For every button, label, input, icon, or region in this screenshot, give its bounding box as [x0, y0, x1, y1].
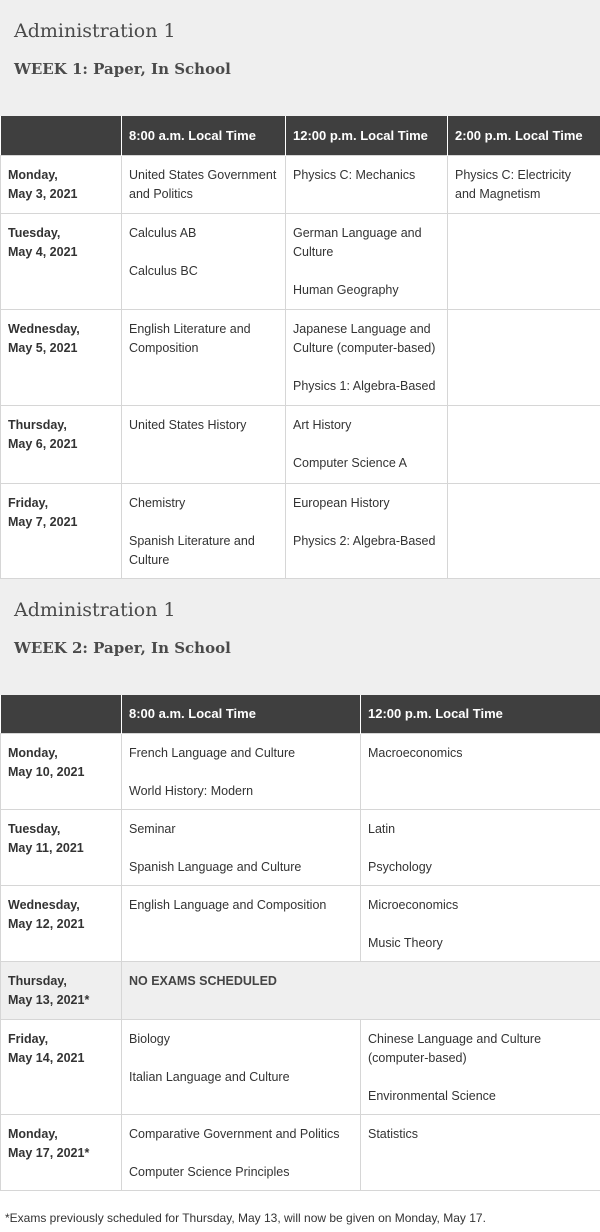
day-date: May 6, 2021 [8, 436, 78, 451]
day-date: May 7, 2021 [8, 514, 78, 529]
no-exams-note: NO EXAMS SCHEDULED [129, 974, 277, 988]
no-exams-cell [122, 962, 600, 1020]
week1-header [0, 0, 600, 116]
exam-cell-slot1 [122, 1115, 361, 1191]
day-name: Wednesday, [8, 898, 80, 912]
exam-name: Calculus AB [129, 225, 197, 240]
exam-name: Human Geography [293, 282, 399, 297]
header-8am: 8:00 a.m. Local Time [122, 695, 361, 734]
day-date: May 11, 2021 [8, 841, 84, 855]
exam-name: Italian Language and Culture [129, 1070, 290, 1084]
week2-header [0, 579, 600, 695]
header-8am: 8:00 a.m. Local Time [122, 116, 286, 155]
exam-name: World History: Modern [129, 784, 254, 798]
day-name: Monday, [8, 1127, 58, 1141]
day-name: Thursday, [8, 417, 67, 432]
day-cell [1, 155, 122, 213]
exam-cell-slot1 [122, 309, 286, 405]
exam-name: Computer Science A [293, 455, 407, 470]
day-name: Monday, [8, 167, 58, 182]
exam-cell-slot1 [122, 734, 361, 810]
day-cell [1, 1020, 122, 1115]
administration-title: Administration 1 [14, 20, 176, 42]
day-cell [1, 309, 122, 405]
day-date: May 12, 2021 [8, 917, 85, 931]
exam-name: European History [293, 495, 390, 510]
exam-cell-slot2 [361, 810, 600, 886]
exam-cell-slot3 [448, 213, 600, 309]
exam-cell-slot2 [361, 1020, 600, 1115]
exam-name: Japanese Language and Culture (computer-based) [293, 321, 436, 355]
day-name: Monday, [8, 746, 58, 760]
day-date: May 13, 2021* [8, 993, 90, 1007]
exam-name: Macroeconomics [368, 746, 463, 760]
day-date: May 3, 2021 [8, 186, 78, 201]
day-name: Thursday, [8, 974, 67, 988]
exam-name: French Language and Culture [129, 746, 296, 760]
table-row [1, 962, 600, 1020]
exam-name: Physics C: Mechanics [293, 167, 416, 182]
exam-cell-slot1 [122, 1020, 361, 1115]
week-title: WEEK 2: Paper, In School [14, 638, 231, 657]
header-2pm: 2:00 p.m. Local Time [448, 116, 600, 155]
exam-name: United States Government and Politics [129, 167, 277, 201]
table-row [1, 1020, 600, 1115]
table-row [1, 734, 600, 810]
exam-cell-slot2 [361, 886, 600, 962]
exam-name: German Language and Culture [293, 225, 422, 259]
day-date: May 17, 2021* [8, 1146, 90, 1160]
exam-cell-slot3 [448, 483, 600, 578]
table-row [1, 155, 600, 213]
exam-cell-slot3 [448, 405, 600, 483]
day-cell [1, 213, 122, 309]
exam-name: Music Theory [368, 936, 443, 950]
week2-schedule-table [0, 695, 600, 1192]
table-header-row [1, 116, 600, 155]
table-row [1, 405, 600, 483]
day-cell [1, 1115, 122, 1191]
exam-name: Calculus BC [129, 263, 198, 278]
day-date: May 5, 2021 [8, 340, 78, 355]
exam-cell-slot2 [286, 155, 448, 213]
exam-name: Physics 2: Algebra-Based [293, 533, 436, 548]
table-row [1, 810, 600, 886]
exam-name: Latin [368, 822, 396, 836]
exam-name: Psychology [368, 860, 432, 874]
exam-cell-slot2 [361, 734, 600, 810]
day-cell [1, 886, 122, 962]
table-row [1, 1115, 600, 1191]
day-date: May 4, 2021 [8, 244, 78, 259]
day-cell [1, 810, 122, 886]
exam-cell-slot2 [286, 213, 448, 309]
week-title: WEEK 1: Paper, In School [14, 60, 231, 78]
exam-name: Chemistry [129, 495, 186, 510]
exam-name: Seminar [129, 822, 176, 836]
exam-name: Comparative Government and Politics [129, 1127, 340, 1141]
day-cell [1, 734, 122, 810]
exam-cell-slot1 [122, 886, 361, 962]
exam-cell-slot3 [448, 309, 600, 405]
header-day [1, 695, 122, 734]
footnote: *Exams previously scheduled for Thursday, May 13, will now be given on Monday, May 17. [5, 1211, 486, 1225]
day-name: Friday, [8, 495, 49, 510]
exam-cell-slot2 [286, 405, 448, 483]
exam-name: Spanish Literature and Culture [129, 533, 255, 567]
exam-cell-slot2 [286, 309, 448, 405]
table-row [1, 309, 600, 405]
header-12pm: 12:00 p.m. Local Time [286, 116, 448, 155]
exam-name: Computer Science Principles [129, 1165, 290, 1179]
exam-cell-slot1 [122, 483, 286, 578]
header-12pm: 12:00 p.m. Local Time [361, 695, 600, 734]
table-row [1, 886, 600, 962]
exam-cell-slot1 [122, 213, 286, 309]
exam-name: Physics C: Electricity and Magnetism [455, 167, 571, 201]
exam-name: Statistics [368, 1127, 419, 1141]
day-date: May 14, 2021 [8, 1051, 85, 1065]
day-name: Friday, [8, 1032, 49, 1046]
day-date: May 10, 2021 [8, 765, 85, 779]
exam-name: Art History [293, 417, 352, 432]
exam-name: English Language and Composition [129, 898, 327, 912]
table-row [1, 483, 600, 578]
week1-schedule-table [0, 116, 600, 579]
exam-name: Microeconomics [368, 898, 459, 912]
day-name: Tuesday, [8, 225, 61, 240]
exam-name: United States History [129, 417, 247, 432]
exam-cell-slot2 [286, 483, 448, 578]
exam-name: Environmental Science [368, 1089, 496, 1103]
exam-cell-slot1 [122, 405, 286, 483]
exam-name: Spanish Language and Culture [129, 860, 302, 874]
table-row [1, 213, 600, 309]
day-name: Wednesday, [8, 321, 80, 336]
day-name: Tuesday, [8, 822, 61, 836]
exam-name: Chinese Language and Culture (computer-based) [368, 1032, 542, 1065]
header-day [1, 116, 122, 155]
exam-cell-slot1 [122, 155, 286, 213]
day-cell [1, 962, 122, 1020]
exam-name: English Literature and Composition [129, 321, 251, 355]
table-header-row [1, 695, 600, 734]
exam-name: Physics 1: Algebra-Based [293, 378, 436, 393]
day-cell [1, 405, 122, 483]
exam-name: Biology [129, 1032, 170, 1046]
exam-cell-slot1 [122, 810, 361, 886]
day-cell [1, 483, 122, 578]
administration-title: Administration 1 [14, 598, 176, 621]
exam-cell-slot3 [448, 155, 600, 213]
exam-cell-slot2 [361, 1115, 600, 1191]
